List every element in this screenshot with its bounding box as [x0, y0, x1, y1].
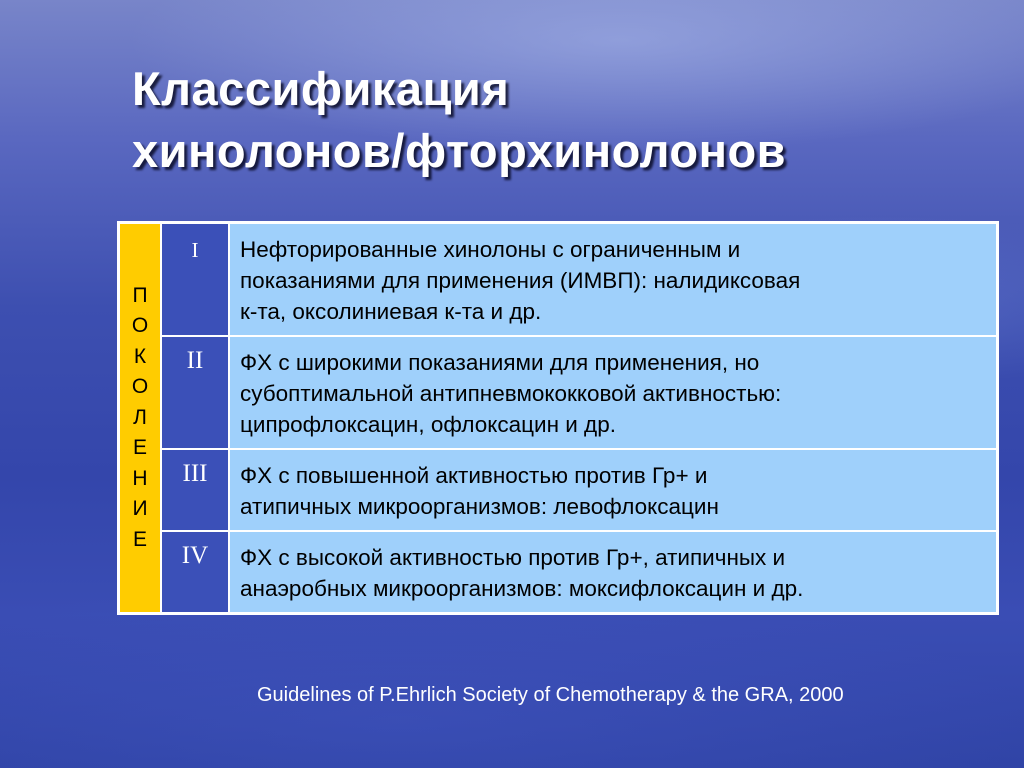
vertical-letter: Л — [133, 405, 147, 429]
vertical-letter: О — [131, 314, 149, 338]
generation-number: II — [186, 347, 204, 374]
vertical-letter: П — [132, 283, 148, 307]
table-row — [119, 531, 998, 614]
description-line: ципрофлоксацин, офлоксацин и др. — [240, 412, 616, 437]
vertical-letter: И — [132, 497, 148, 521]
generation-description — [229, 223, 998, 337]
generation-number-cell — [161, 449, 229, 531]
vertical-letter: К — [133, 344, 147, 368]
generation-number-cell — [161, 336, 229, 449]
description-line: к-та, оксолиниевая к-та и др. — [240, 299, 542, 324]
table-row — [119, 336, 998, 449]
description-line: показаниями для применения (ИМВП): налидиксовая — [240, 268, 801, 293]
source-citation: Guidelines of P.Ehrlich Society of Chemotherapy & the GRA, 2000 — [257, 684, 844, 706]
vertical-letter: Н — [132, 466, 148, 490]
description-line: анаэробных микроорганизмов: моксифлоксацин и др. — [240, 576, 804, 601]
description-line: Нефторированные хинолоны с ограниченным и — [240, 237, 741, 262]
description-line: ФХ с повышенной активностью против Гр+ и — [240, 463, 708, 488]
generation-description — [229, 531, 998, 614]
vertical-letter: Е — [132, 436, 147, 460]
generation-description — [229, 449, 998, 531]
description-line: ФХ с высокой активностью против Гр+, атипичных и — [240, 545, 786, 570]
generation-number-cell — [161, 223, 229, 337]
generation-number: IV — [181, 542, 209, 569]
generation-description — [229, 336, 998, 449]
slide-title-line-2: хинолонов/фторхинолонов — [132, 124, 787, 177]
slide-title — [132, 58, 786, 182]
vertical-letter: Е — [132, 527, 147, 551]
generation-vertical-label — [119, 223, 162, 614]
slide-title-line-1: Классификация — [132, 62, 510, 115]
generation-number: I — [191, 238, 199, 262]
table-row — [119, 449, 998, 531]
generations-table — [117, 221, 999, 615]
vertical-letter: О — [131, 375, 149, 399]
description-line: субоптимальной антипневмококковой активностью: — [240, 381, 782, 406]
description-line: ФХ с широкими показаниями для применения, но — [240, 350, 760, 375]
table-row — [119, 223, 998, 337]
description-line: атипичных микроорганизмов: левофлоксацин — [240, 494, 719, 519]
generation-number-cell — [161, 531, 229, 614]
generation-number: III — [182, 460, 208, 487]
